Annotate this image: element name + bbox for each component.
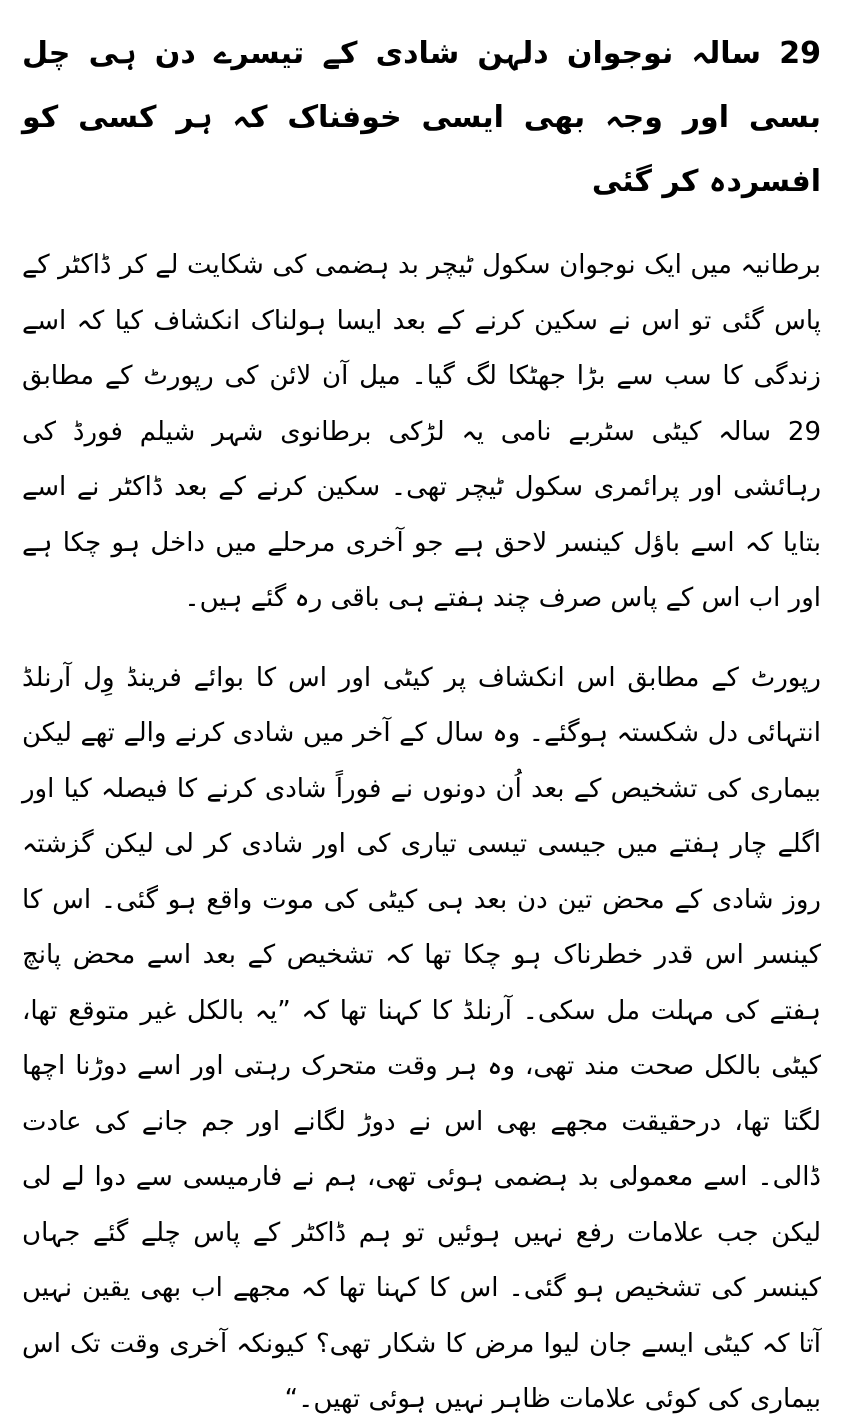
article-paragraph-2: رپورٹ کے مطابق اس انکشاف پر کیٹی اور اس کا بوائے فرینڈ وِل آرنلڈ انتہائی دل شکستہ ہوگئے۔ وہ سال کے آخر میں شادی کرنے والے تھے لیکن بیماری کی تشخیص کے بعد اُن دونوں نے فوراً شادی کرنے کا فیصلہ کیا اور اگلے چار ہفتے میں جیسی تیسی تیاری کی اور شادی کر لی لیکن گزشتہ روز شادی کے محض تین دن بعد ہی کیٹی کی موت واقع ہو گئی۔ اس کا کینسر اس قدر خطرناک ہو چکا تھا کہ تشخیص کے بعد اسے محض پانچ ہفتے کی مہلت مل سکی۔ آرنلڈ کا کہنا تھا کہ ”یہ بالکل غیر متوقع تھا، کیٹی بالکل صحت مند تھی، وہ ہر وقت متحرک رہتی اور اسے دوڑنا اچھا لگتا تھا، درحقیقت مجھے بھی اس نے دوڑ لگانے اور جم جانے کی عادت ڈالی۔ اسے معمولی بد ہضمی ہوئی تھی، ہم نے فارمیسی سے دوا لے لی لیکن جب علامات رفع نہیں ہوئیں تو ہم ڈاکٹر کے پاس چلے گئے جہاں کینسر کی تشخیص ہو گئی۔ اس کا کہنا تھا کہ مجھے اب بھی یقین نہیں آتا کہ کیٹی ایسے جان لیوا مرض کا شکار تھی؟ کیونکہ آخری وقت تک اس بیماری کی کوئی علامات ظاہر نہیں ہوئی تھیں۔“ — [22, 662, 821, 1414]
article-headline: 29 سالہ نوجوان دلہن شادی کے تیسرے دن ہی چل بسی اور وجہ بھی ایسی خوفناک کہ ہر کسی کو افسردہ کر گئی — [22, 36, 821, 199]
article-paragraph-1: برطانیہ میں ایک نوجوان سکول ٹیچر بد ہضمی کی شکایت لے کر ڈاکٹر کے پاس گئی تو اس نے سکین کرنے کے بعد ایسا ہولناک انکشاف کیا کہ اسے زندگی کا سب سے بڑا جھٹکا لگ گیا۔ میل آن لائن کی رپورٹ کے مطابق 29 سالہ کیٹی سٹربے نامی یہ لڑکی برطانوی شہر شیلم فورڈ کی رہائشی اور پرائمری سکول ٹیچر تھی۔ سکین کرنے کے بعد ڈاکٹر نے اسے بتایا کہ اسے باؤل کینسر لاحق ہے جو آخری مرحلے میں داخل ہو چکا ہے اور اب اس کے پاس صرف چند ہفتے ہی باقی رہ گئے ہیں۔ — [22, 250, 821, 613]
